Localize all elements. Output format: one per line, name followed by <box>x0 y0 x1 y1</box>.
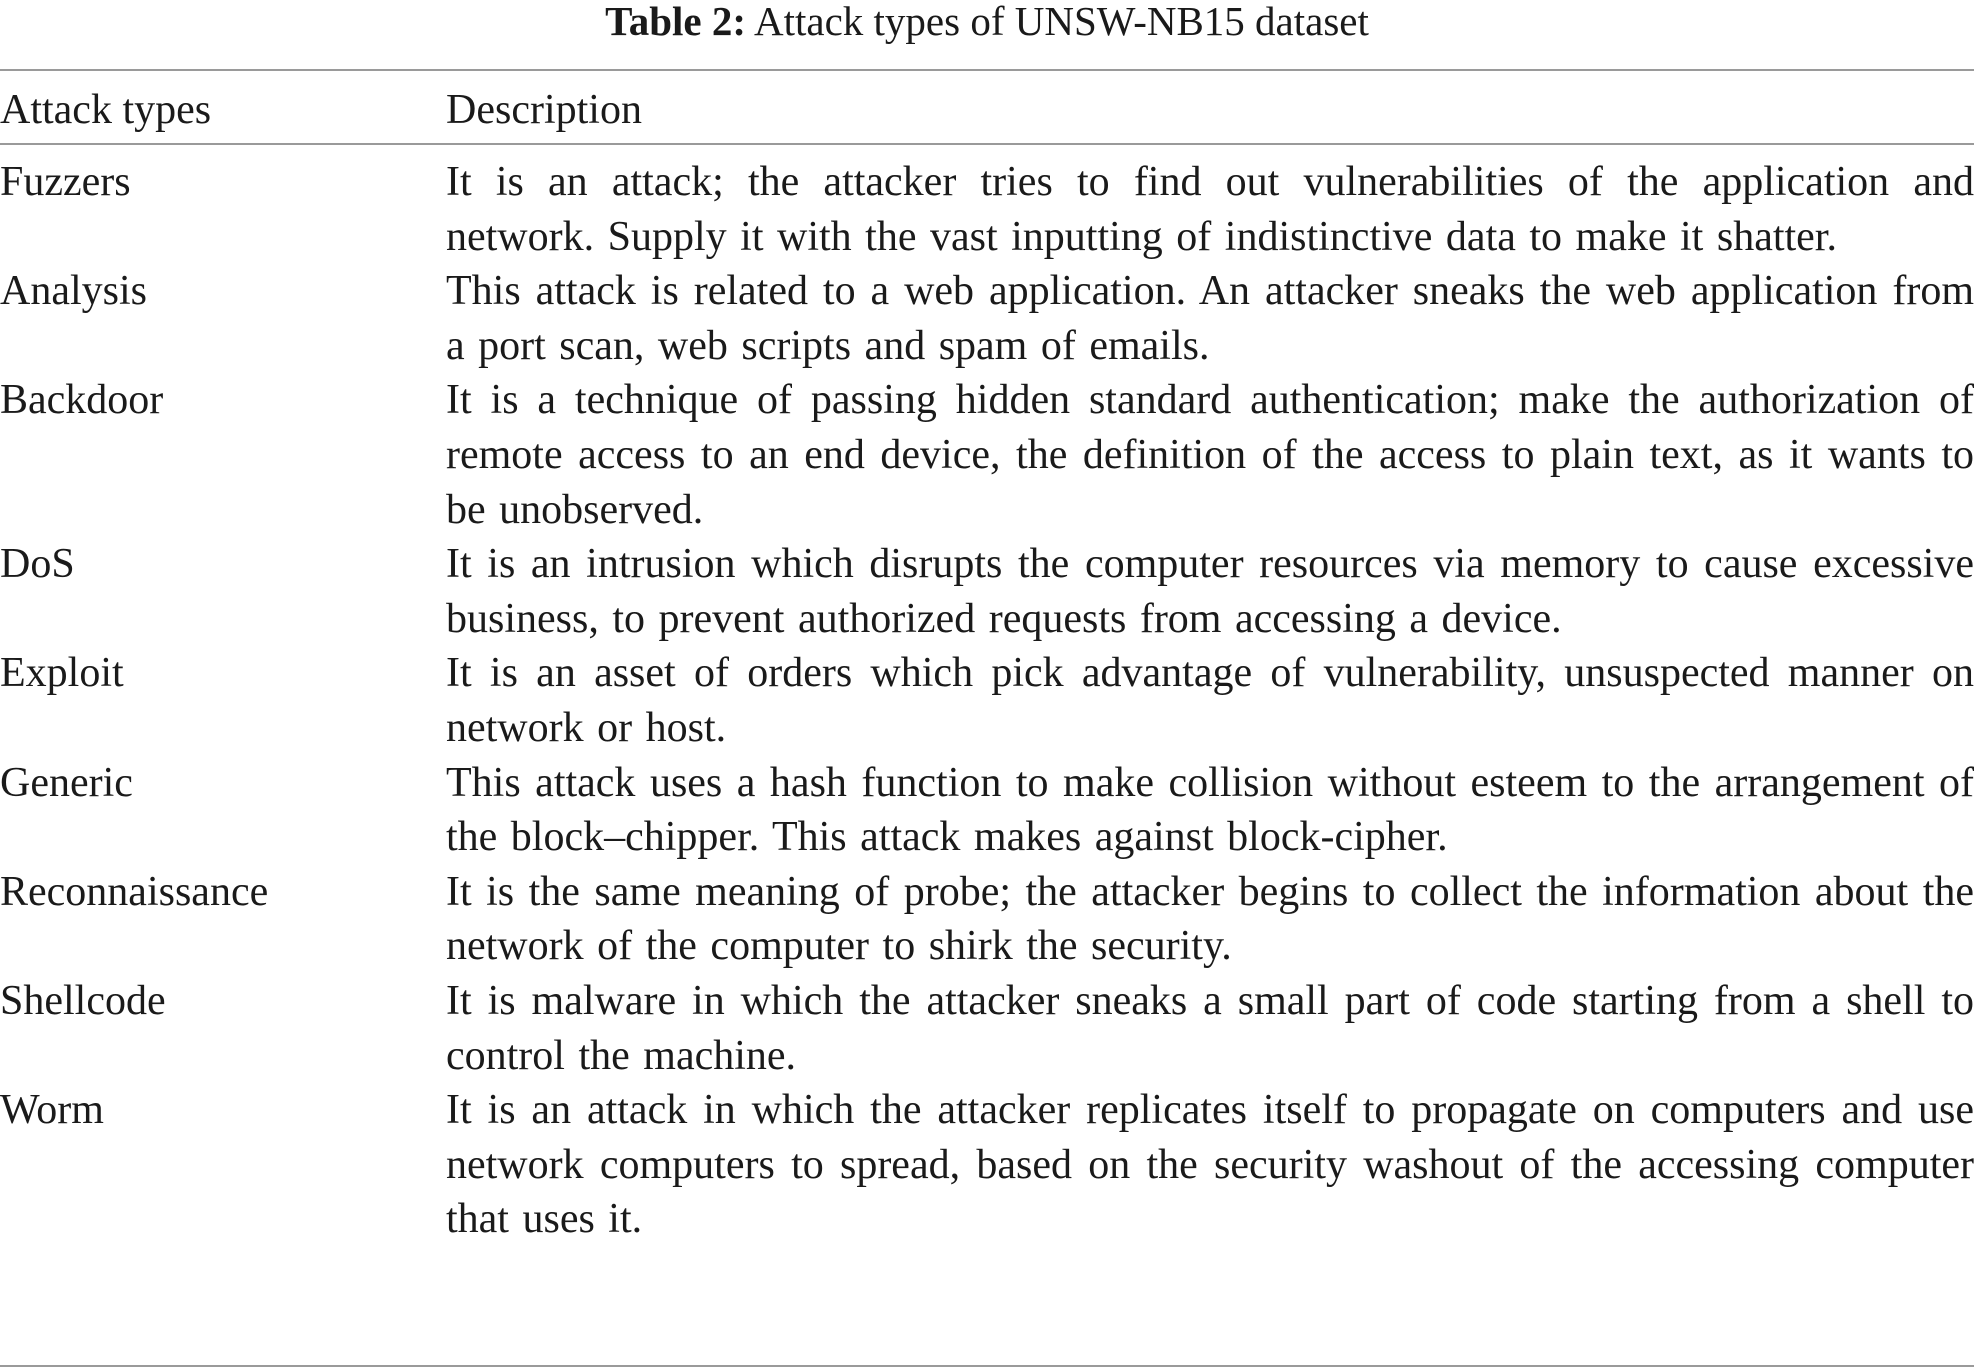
table-body <box>0 155 1974 1247</box>
description-cell: This attack is related to a web application. An attacker sneaks the web application from a port scan, web scripts and spam of emails. <box>446 268 1974 369</box>
table-row <box>0 646 1974 755</box>
header-attack-types: Attack types <box>0 87 212 133</box>
attack-type-cell: Shellcode <box>0 977 166 1024</box>
table-row <box>0 264 1974 373</box>
description-cell: It is a technique of passing hidden standard authentication; make the authorization of remote access to an end device, the definition of the access to plain text, as it wants to be unobserved. <box>446 377 1974 533</box>
table-caption <box>0 0 1974 42</box>
table-row <box>0 373 1974 537</box>
attack-type-cell: Generic <box>0 759 133 806</box>
attack-type-cell: Analysis <box>0 268 147 315</box>
description-cell: It is malware in which the attacker sneaks a small part of code starting from a shell to control the machine. <box>446 977 1974 1079</box>
table-row <box>0 537 1974 646</box>
header-description: Description <box>446 87 642 133</box>
table-top-rule <box>0 69 1974 71</box>
table-caption-text: Attack types of UNSW-NB15 dataset <box>754 0 1369 44</box>
table-caption-label: Table 2: <box>605 0 746 44</box>
description-cell: It is an attack in which the attacker replicates itself to propagate on computers and use network computers to spread, based on the security washout of the accessing computer that uses it. <box>446 1087 1974 1243</box>
attack-type-cell: DoS <box>0 541 75 588</box>
table-row <box>0 756 1974 865</box>
attack-type-cell: Reconnaissance <box>0 868 269 915</box>
table-row <box>0 155 1974 264</box>
attack-type-cell: Worm <box>0 1087 104 1134</box>
description-cell: This attack uses a hash function to make collision without esteem to the arrangement of the block–chipper. This attack makes against block-cipher. <box>446 759 1974 861</box>
description-cell: It is an attack; the attacker tries to find out vulnerabilities of the application and network. Supply it with the vast inputting of indistinctive data to make it shatter. <box>446 159 1974 260</box>
attack-type-cell: Backdoor <box>0 377 164 424</box>
description-cell: It is an asset of orders which pick advantage of vulnerability, unsuspected manner on network or host. <box>446 650 1974 751</box>
table-row <box>0 1083 1974 1247</box>
description-cell: It is the same meaning of probe; the attacker begins to collect the information about the network of the computer to shirk the security. <box>446 868 1974 970</box>
attack-type-cell: Fuzzers <box>0 159 131 205</box>
table-row <box>0 865 1974 974</box>
table-row <box>0 974 1974 1083</box>
attack-type-cell: Exploit <box>0 650 124 697</box>
table-header-rule <box>0 143 1974 145</box>
description-cell: It is an intrusion which disrupts the computer resources via memory to cause excessive business, to prevent authorized requests from accessing a device. <box>446 541 1974 642</box>
